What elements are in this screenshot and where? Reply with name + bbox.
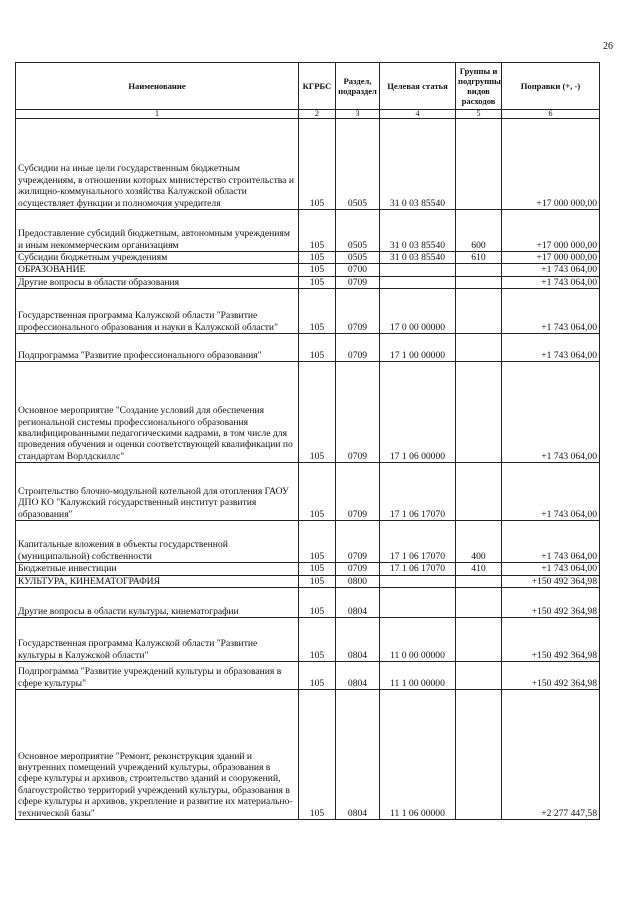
row-name: Подпрограмма "Развитие учреждений культуры и образования в сфере культуры" <box>16 662 299 690</box>
row-amendment: +1 743 064,00 <box>502 521 600 563</box>
row-name: Субсидии на иные цели государственным бюджетным учреждениям, в отношении которых министерство строительства и жилищно-коммунального хозяйства Калужской области осуществляет функции и полномочия учредителя <box>16 119 299 210</box>
row-section: 0804 <box>336 588 380 618</box>
row-kgrbs: 105 <box>299 119 336 210</box>
row-expense-group <box>456 334 502 362</box>
table-row <box>16 618 600 662</box>
header-section: Раздел, подраздел <box>336 63 380 110</box>
header-amendment: Поправки (+, -) <box>502 63 600 110</box>
table-row <box>16 334 600 362</box>
row-target-item: 11 1 06 00000 <box>380 690 456 820</box>
row-kgrbs: 105 <box>299 210 336 252</box>
row-expense-group: 610 <box>456 252 502 264</box>
row-expense-group <box>456 662 502 690</box>
row-target-item: 31 0 03 85540 <box>380 252 456 264</box>
row-amendment: +1 743 064,00 <box>502 276 600 288</box>
row-name: Государственная программа Калужской области "Развитие культуры в Калужской области" <box>16 618 299 662</box>
row-expense-group <box>456 690 502 820</box>
row-amendment: +17 000 000,00 <box>502 119 600 210</box>
column-number: 5 <box>456 110 502 119</box>
row-name: КУЛЬТУРА, КИНЕМАТОГРАФИЯ <box>16 575 299 587</box>
row-expense-group: 600 <box>456 210 502 252</box>
table-row <box>16 521 600 563</box>
row-kgrbs: 105 <box>299 690 336 820</box>
page-number: 26 <box>603 41 613 52</box>
row-target-item <box>380 575 456 587</box>
row-amendment: +150 492 364,98 <box>502 588 600 618</box>
row-kgrbs: 105 <box>299 618 336 662</box>
row-expense-group: 410 <box>456 563 502 575</box>
row-section: 0804 <box>336 618 380 662</box>
row-kgrbs: 105 <box>299 575 336 587</box>
row-expense-group <box>456 119 502 210</box>
table-row <box>16 662 600 690</box>
column-number: 4 <box>380 110 456 119</box>
row-name: Капитальные вложения в объекты государственной (муниципальной) собственности <box>16 521 299 563</box>
row-amendment: +150 492 364,98 <box>502 662 600 690</box>
column-number: 1 <box>16 110 299 119</box>
row-amendment: +150 492 364,98 <box>502 618 600 662</box>
row-expense-group <box>456 289 502 334</box>
table-row <box>16 252 600 264</box>
header-row <box>16 63 600 110</box>
column-number-row <box>16 110 600 119</box>
row-amendment: +150 492 364,98 <box>502 575 600 587</box>
table-row <box>16 362 600 463</box>
table-row <box>16 276 600 288</box>
table-row <box>16 563 600 575</box>
row-target-item: 31 0 03 85540 <box>380 210 456 252</box>
table-row <box>16 210 600 252</box>
row-kgrbs: 105 <box>299 264 336 276</box>
row-name: Подпрограмма "Развитие профессионального образования" <box>16 334 299 362</box>
row-expense-group <box>456 264 502 276</box>
row-name: Основное мероприятие "Создание условий для обеспечения региональной системы профессионального образования квалифицированными педагогическими кадрами, в том числе для проведения обучения и оценки соответствующей квалификации по стандартам Ворлдскиллс" <box>16 362 299 463</box>
row-target-item: 31 0 03 85540 <box>380 119 456 210</box>
row-expense-group <box>456 463 502 521</box>
row-amendment: +17 000 000,00 <box>502 210 600 252</box>
table-row <box>16 264 600 276</box>
table-row <box>16 289 600 334</box>
row-amendment: +1 743 064,00 <box>502 289 600 334</box>
row-section: 0804 <box>336 690 380 820</box>
row-kgrbs: 105 <box>299 334 336 362</box>
row-name: Предоставление субсидий бюджетным, автономным учреждениям и иным некоммерческим организациям <box>16 210 299 252</box>
row-expense-group <box>456 588 502 618</box>
table-row <box>16 463 600 521</box>
row-amendment: +1 743 064,00 <box>502 264 600 276</box>
row-name: Субсидии бюджетным учреждениям <box>16 252 299 264</box>
row-kgrbs: 105 <box>299 362 336 463</box>
row-kgrbs: 105 <box>299 521 336 563</box>
row-kgrbs: 105 <box>299 252 336 264</box>
row-section: 0709 <box>336 276 380 288</box>
row-name: Другие вопросы в области культуры, кинематографии <box>16 588 299 618</box>
row-name: Государственная программа Калужской области "Развитие профессионального образования и науки в Калужской области" <box>16 289 299 334</box>
row-kgrbs: 105 <box>299 463 336 521</box>
row-target-item <box>380 276 456 288</box>
column-number: 3 <box>336 110 380 119</box>
row-section: 0700 <box>336 264 380 276</box>
row-section: 0709 <box>336 563 380 575</box>
row-amendment: +1 743 064,00 <box>502 362 600 463</box>
row-amendment: +17 000 000,00 <box>502 252 600 264</box>
row-expense-group <box>456 276 502 288</box>
row-section: 0804 <box>336 662 380 690</box>
row-target-item: 17 0 00 00000 <box>380 289 456 334</box>
row-target-item: 17 1 06 17070 <box>380 563 456 575</box>
column-number: 6 <box>502 110 600 119</box>
column-number: 2 <box>299 110 336 119</box>
row-target-item: 17 1 00 00000 <box>380 334 456 362</box>
row-amendment: +2 277 447,58 <box>502 690 600 820</box>
row-target-item: 17 1 06 17070 <box>380 521 456 563</box>
row-name: Бюджетные инвестиции <box>16 563 299 575</box>
row-amendment: +1 743 064,00 <box>502 334 600 362</box>
row-section: 0709 <box>336 334 380 362</box>
row-amendment: +1 743 064,00 <box>502 463 600 521</box>
row-target-item: 11 0 00 00000 <box>380 618 456 662</box>
row-name: ОБРАЗОВАНИЕ <box>16 264 299 276</box>
row-name: Основное мероприятие "Ремонт, реконструкция зданий и внутренних помещений учреждений культуры, образования в сфере культуры и архивов, строительство зданий и сооружений, благоустройство территорий учреждений культуры, образования в сфере культуры и архивов, укрепление и развитие их материально-технической базы" <box>16 690 299 820</box>
header-name: Наименование <box>16 63 299 110</box>
row-name: Другие вопросы в области образования <box>16 276 299 288</box>
budget-table <box>15 62 600 820</box>
row-section: 0505 <box>336 252 380 264</box>
row-target-item: 17 1 06 17070 <box>380 463 456 521</box>
row-section: 0800 <box>336 575 380 587</box>
row-kgrbs: 105 <box>299 662 336 690</box>
row-section: 0709 <box>336 521 380 563</box>
row-section: 0709 <box>336 362 380 463</box>
row-expense-group <box>456 362 502 463</box>
row-amendment: +1 743 064,00 <box>502 563 600 575</box>
row-name: Строительство блочно-модульной котельной для отопления ГАОУ ДПО КО "Калужский государственный институт развития образования" <box>16 463 299 521</box>
row-section: 0505 <box>336 119 380 210</box>
row-section: 0505 <box>336 210 380 252</box>
row-target-item: 17 1 06 00000 <box>380 362 456 463</box>
header-expense-group: Группы и подгруппы видов расходов <box>456 63 502 110</box>
row-kgrbs: 105 <box>299 563 336 575</box>
row-target-item: 11 1 00 00000 <box>380 662 456 690</box>
table-row <box>16 588 600 618</box>
header-target-item: Целевая статья <box>380 63 456 110</box>
row-expense-group <box>456 575 502 587</box>
row-expense-group <box>456 618 502 662</box>
row-expense-group: 400 <box>456 521 502 563</box>
header-kgrbs: КГРБС <box>299 63 336 110</box>
row-kgrbs: 105 <box>299 588 336 618</box>
row-section: 0709 <box>336 289 380 334</box>
table-row <box>16 575 600 587</box>
row-target-item <box>380 264 456 276</box>
row-kgrbs: 105 <box>299 276 336 288</box>
row-target-item <box>380 588 456 618</box>
row-section: 0709 <box>336 463 380 521</box>
table-row <box>16 119 600 210</box>
table-row <box>16 690 600 820</box>
row-kgrbs: 105 <box>299 289 336 334</box>
